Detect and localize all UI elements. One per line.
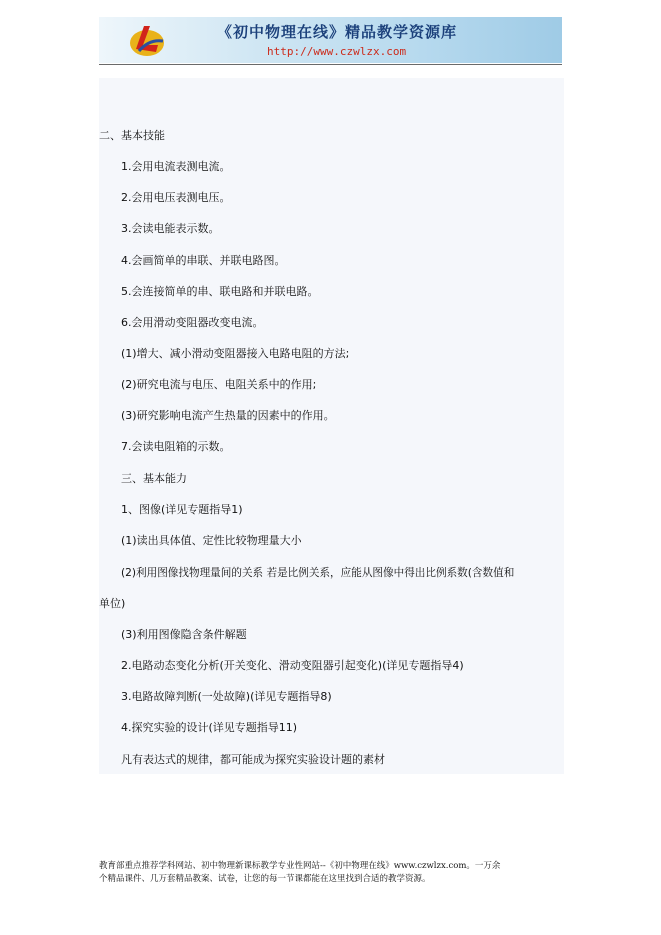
content-line: 5.会连接简单的串、联电路和并联电路。 <box>121 285 319 298</box>
content-line: 凡有表达式的规律，都可能成为探究实验设计题的素材 <box>121 753 385 766</box>
header-divider <box>99 64 562 65</box>
content-line: 3.电路故障判断(一处故障)(详见专题指导8) <box>121 690 332 703</box>
content-line: (3)利用图像隐含条件解题 <box>121 628 247 641</box>
content-line: (1)读出具体值、定性比较物理量大小 <box>121 534 302 547</box>
content-line: (2)利用图像找物理量间的关系 若是比例关系，应能从图像中得出比例系数(含数值和 <box>121 567 515 579</box>
content-line: 7.会读电阻箱的示数。 <box>121 440 231 453</box>
banner-title: 《初中物理在线》精品教学资源库 <box>217 23 458 41</box>
content-line: (1)增大、减小滑动变阻器接入电路电阻的方法; <box>121 347 350 360</box>
section-heading: 三、基本能力 <box>121 472 187 485</box>
header-banner <box>99 17 562 63</box>
site-logo-icon <box>127 21 167 59</box>
footer-line: 个精品课件、几万套精品教案、试卷，让您的每一节课都能在这里找到合适的教学资源。 <box>99 874 431 884</box>
footer-line: 教育部重点推荐学科网站、初中物理新课标教学专业性网站--《初中物理在线》www.czwlzx.com。一万余 <box>99 861 501 871</box>
content-line: 4.会画简单的串联、并联电路图。 <box>121 254 286 267</box>
section-heading: 二、基本技能 <box>99 129 165 142</box>
content-line: 4.探究实验的设计(详见专题指导11) <box>121 721 298 734</box>
content-line: 1.会用电流表测电流。 <box>121 160 231 173</box>
content-line: 2.会用电压表测电压。 <box>121 191 231 204</box>
content-line: (2)研究电流与电压、电阻关系中的作用; <box>121 378 317 391</box>
content-line: 3.会读电能表示数。 <box>121 222 220 235</box>
content-line: 1、图像(详见专题指导1) <box>121 503 243 516</box>
content-line: (3)研究影响电流产生热量的因素中的作用。 <box>121 409 335 422</box>
content-line: 单位) <box>99 597 126 610</box>
banner-url[interactable]: http://www.czwlzx.com <box>267 45 407 58</box>
page-footer <box>99 860 569 886</box>
content-line: 2.电路动态变化分析(开关变化、滑动变阻器引起变化)(详见专题指导4) <box>121 659 464 672</box>
content-line: 6.会用滑动变阻器改变电流。 <box>121 316 264 329</box>
